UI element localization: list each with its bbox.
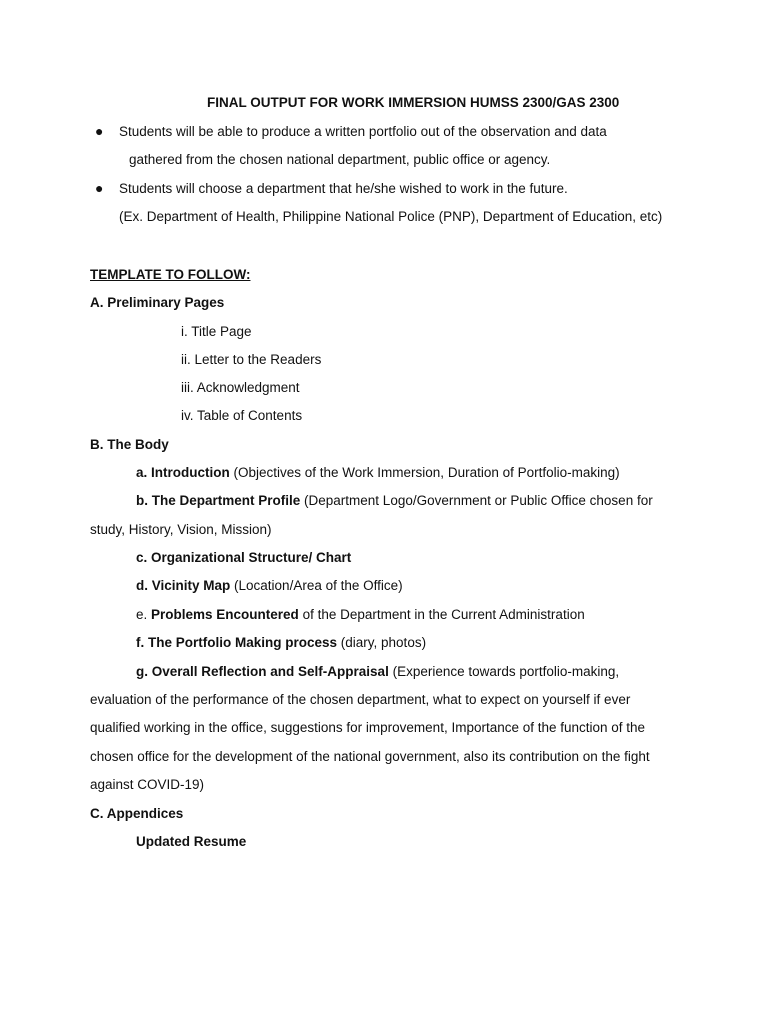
item-continuation: chosen office for the development of the national government, also its contribution on the fight (90, 749, 650, 764)
bullet-2-line-2: (Ex. Department of Health, Philippine National Police (PNP), Department of Education, etc) (119, 209, 663, 224)
bullet-icon: ● (95, 180, 104, 196)
body-item-problems-encountered (136, 606, 585, 624)
item-label: d. Vicinity Map (136, 578, 231, 593)
section-a-item: ii. Letter to the Readers (181, 352, 322, 367)
item-label: b. The Department Profile (136, 493, 301, 508)
item-text: (Location/Area of the Office) (230, 578, 403, 593)
item-continuation: qualified working in the office, suggestions for improvement, Importance of the function of the (90, 720, 646, 735)
body-item-organizational-structure: c. Organizational Structure/ Chart (136, 550, 352, 565)
item-label: Problems Encountered (151, 607, 299, 622)
item-label: g. Overall Reflection and Self-Appraisal (136, 664, 389, 679)
bullet-2-line-1: Students will choose a department that he/she wished to work in the future. (119, 181, 568, 196)
section-a-item: iv. Table of Contents (181, 408, 303, 423)
section-a-heading: A. Preliminary Pages (90, 295, 225, 310)
item-text: of the Department in the Current Administration (298, 607, 585, 622)
section-b-heading: B. The Body (90, 437, 169, 452)
item-continuation: evaluation of the performance of the chosen department, what to expect on yourself if ever (90, 692, 631, 707)
item-continuation: study, History, Vision, Mission) (90, 522, 272, 537)
item-prefix: e. (136, 607, 152, 622)
item-continuation: against COVID-19) (90, 777, 205, 792)
item-text: (diary, photos) (337, 635, 427, 650)
section-a-item: i. Title Page (181, 324, 252, 339)
body-item-vicinity-map (136, 577, 403, 595)
appendix-item: Updated Resume (136, 834, 247, 849)
section-c-heading: C. Appendices (90, 806, 184, 821)
bullet-1-line-2: gathered from the chosen national department, public office or agency. (129, 152, 551, 167)
item-label: f. The Portfolio Making process (136, 635, 338, 650)
template-heading: TEMPLATE TO FOLLOW: (90, 267, 251, 282)
body-item-portfolio-making-process (136, 634, 426, 652)
section-a-item: iii. Acknowledgment (181, 380, 300, 395)
bullet-icon: ● (95, 123, 104, 139)
item-text: (Department Logo/Government or Public Office chosen for (300, 493, 653, 508)
document-title: FINAL OUTPUT FOR WORK IMMERSION HUMSS 2300/GAS 2300 (207, 95, 620, 110)
body-item-introduction (136, 464, 620, 482)
bullet-1-line-1: Students will be able to produce a written portfolio out of the observation and data (119, 124, 607, 139)
item-label: a. Introduction (136, 465, 230, 480)
body-item-overall-reflection (136, 663, 619, 681)
body-item-department-profile (136, 492, 653, 510)
item-text: (Experience towards portfolio-making, (388, 664, 620, 679)
item-text: (Objectives of the Work Immersion, Duration of Portfolio-making) (229, 465, 620, 480)
